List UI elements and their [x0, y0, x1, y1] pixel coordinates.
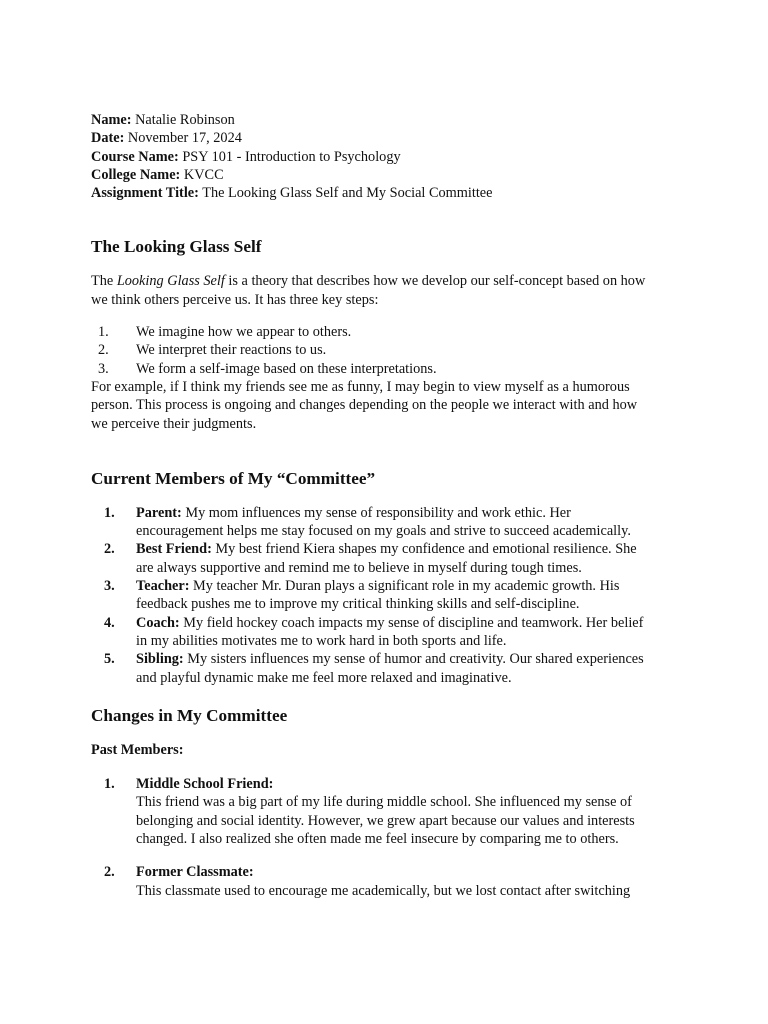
- member-label: Teacher:: [136, 578, 190, 595]
- subheading-text: Past Members:: [91, 741, 184, 758]
- example-line: we perceive their judgments.: [91, 415, 257, 432]
- list-item: [91, 323, 691, 341]
- steps-list: [91, 323, 691, 378]
- past-member-label: Middle School Friend:: [136, 776, 274, 793]
- assignment-value: The Looking Glass Self and My Social Committee: [198, 185, 493, 202]
- member-text: encouragement helps me stay focused on my goals and strive to succeed academically.: [136, 523, 631, 540]
- member-text: My field hockey coach impacts my sense of discipline and teamwork. Her belief: [179, 614, 644, 631]
- document-page: [91, 111, 691, 900]
- date-value: November 17, 2024: [124, 130, 242, 147]
- member-text: in my abilities motivates me to work hard in both sports and life.: [136, 632, 507, 649]
- member-text: My best friend Kiera shapes my confidence and emotional resilience. She: [211, 541, 637, 558]
- member-text: My mom influences my sense of responsibility and work ethic. Her: [181, 504, 571, 521]
- list-number: 1.: [104, 504, 115, 521]
- section-heading-committee: Current Members of My “Committee”: [91, 468, 376, 488]
- list-item: [91, 614, 691, 651]
- course-label: Course Name:: [91, 148, 179, 165]
- list-item: [91, 650, 691, 687]
- past-member-text: changed. I also realized she often made me feel insecure by comparing me to others.: [136, 831, 619, 848]
- past-members-list: [91, 775, 691, 900]
- date-line: [91, 129, 691, 147]
- past-member-text: This classmate used to encourage me academically, but we lost contact after switching: [136, 882, 631, 899]
- list-number: 3.: [104, 578, 115, 595]
- member-text: and playful dynamic make me feel more relaxed and imaginative.: [136, 669, 512, 686]
- assignment-line: [91, 184, 691, 202]
- list-number: 1.: [98, 324, 109, 341]
- past-member-text: belonging and social identity. However, we grew apart because our values and interests: [136, 812, 635, 829]
- list-number: 3.: [98, 360, 109, 377]
- course-line: [91, 148, 691, 166]
- list-item: [91, 360, 691, 378]
- list-text: We imagine how we appear to others.: [136, 324, 352, 341]
- member-text: My teacher Mr. Duran plays a significant role in my academic growth. His: [189, 578, 620, 595]
- member-text: feedback pushes me to improve my critical thinking skills and self-discipline.: [136, 596, 580, 613]
- intro-paragraph: [91, 272, 691, 309]
- list-number: 2.: [98, 342, 109, 359]
- example-line: For example, if I think my friends see me as funny, I may begin to view myself as a humorous: [91, 378, 630, 395]
- list-item: [91, 863, 691, 900]
- list-number: 5.: [104, 651, 115, 668]
- list-text: We form a self-image based on these interpretations.: [136, 360, 437, 377]
- list-number: 1.: [104, 776, 115, 793]
- college-line: [91, 166, 691, 184]
- name-line: [91, 111, 691, 129]
- member-text: My sisters influences my sense of humor and creativity. Our shared experiences: [183, 651, 644, 668]
- list-item: [91, 775, 691, 848]
- list-item: [91, 341, 691, 359]
- list-text: We interpret their reactions to us.: [136, 342, 327, 359]
- course-value: PSY 101 - Introduction to Psychology: [178, 148, 401, 165]
- list-number: 2.: [104, 541, 115, 558]
- member-label: Parent:: [136, 504, 182, 521]
- section-heading-looking-glass: The Looking Glass Self: [91, 237, 262, 257]
- date-label: Date:: [91, 130, 125, 147]
- example-paragraph: [91, 378, 691, 433]
- list-number: 4.: [104, 614, 115, 631]
- past-member-text: This friend was a big part of my life during middle school. She influenced my sense of: [136, 794, 632, 811]
- name-label: Name:: [91, 112, 132, 128]
- list-number: 2.: [104, 864, 115, 881]
- list-item: [91, 540, 691, 577]
- list-item: [91, 504, 691, 541]
- member-text: are always supportive and remind me to believe in myself during tough times.: [136, 559, 582, 576]
- college-value: KVCC: [180, 166, 224, 183]
- past-member-label: Former Classmate:: [136, 864, 254, 881]
- member-label: Best Friend:: [136, 541, 212, 558]
- intro-text-post: is a theory that describes how we develop our self-concept based on how: [224, 273, 646, 290]
- member-label: Sibling:: [136, 651, 184, 668]
- intro-italic-term: Looking Glass Self: [116, 273, 225, 290]
- past-members-subheading: [91, 741, 691, 759]
- intro-text-line2: we think others perceive us. It has three key steps:: [91, 291, 379, 308]
- name-value: Natalie Robinson: [131, 112, 235, 128]
- document-header: [91, 111, 691, 202]
- assignment-label: Assignment Title:: [91, 185, 199, 202]
- intro-text-pre: The: [91, 273, 117, 290]
- section-heading-changes: Changes in My Committee: [91, 705, 288, 725]
- member-label: Coach:: [136, 614, 180, 631]
- example-line: person. This process is ongoing and changes depending on the people we interact with and how: [91, 397, 638, 414]
- college-label: College Name:: [91, 166, 181, 183]
- committee-members-list: [91, 504, 691, 687]
- list-item: [91, 577, 691, 614]
